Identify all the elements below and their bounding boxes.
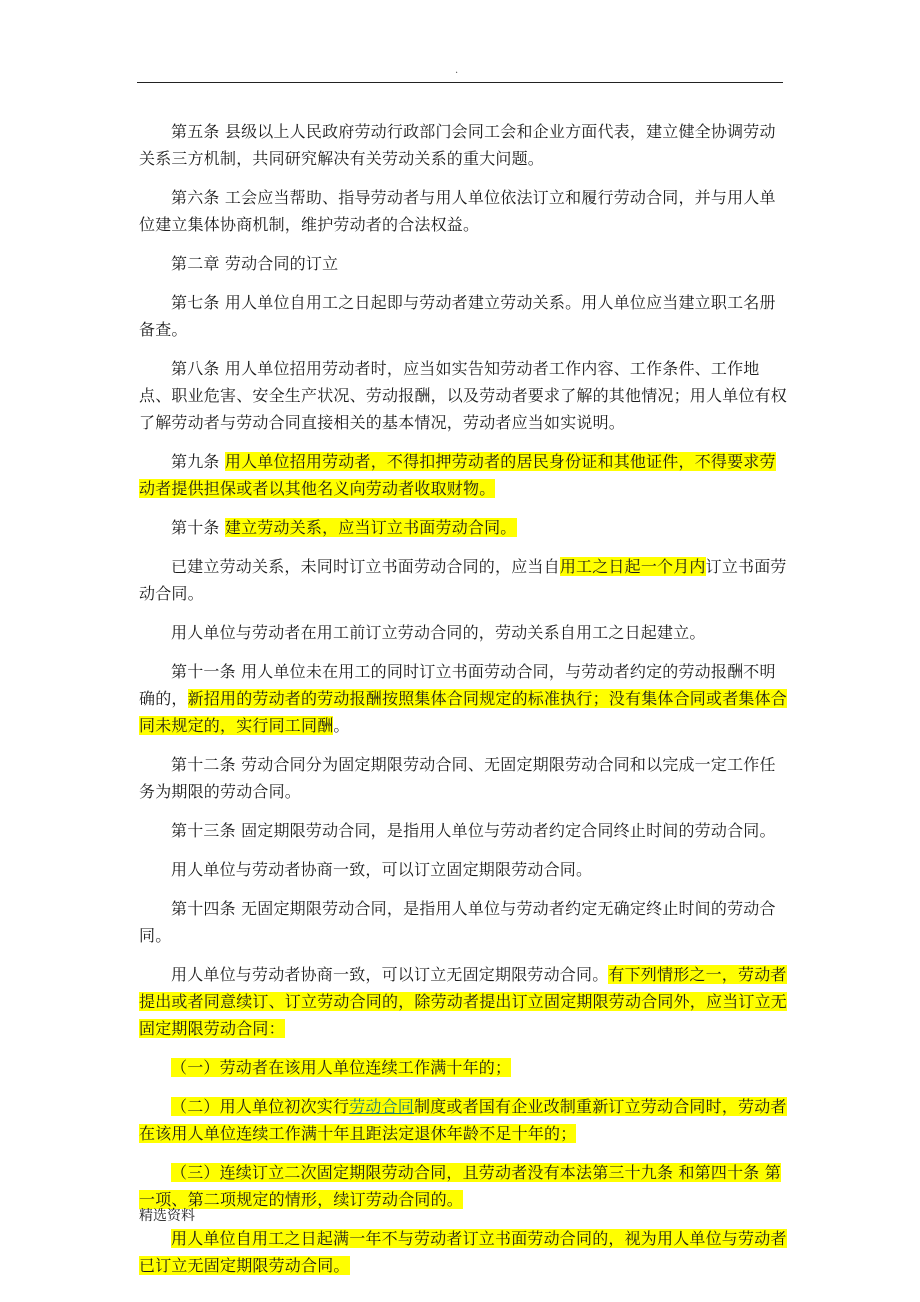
paragraph-text: 第二章 劳动合同的订立 [171,254,339,273]
paragraph [139,448,787,502]
paragraph [139,184,787,238]
highlighted-text: 建立劳动关系，应当订立书面劳动合同。 [224,518,517,537]
paragraph [139,1159,787,1213]
paragraph-text: 第八条 用人单位招用劳动者时，应当如实告知劳动者工作内容、工作条件、工作地点、职业危害、安全生产状况、劳动报酬，以及劳动者要求了解的其他情况；用人单位有权了解劳动者与劳动合同直接相关的基本情况，劳动者应当如实说明。 [139,359,788,432]
highlighted-text: （一）劳动者在该用人单位连续工作满十年的； [171,1058,512,1077]
paragraph [139,355,787,436]
highlighted-text: （二）用人单位初次实行 [171,1097,350,1116]
highlighted-text: 有下列情形之一，劳动者提出或者同意续订、订立劳动合同的，除劳动者提出订立固定期限劳动合同外，应当订立无固定期限劳动合同： [139,965,788,1038]
paragraph-text: 。 [333,716,350,735]
paragraph-text: 第十一条 用人单位未在用工的同时订立书面劳动合同，与劳动者约定的劳动报酬不明确的， [139,662,776,708]
paragraph [139,895,787,949]
paragraph-text: 已建立劳动关系，未同时订立书面劳动合同的，应当自 [171,557,560,576]
header-rule [137,82,783,83]
paragraph-text: 用人单位与劳动者协商一致，可以订立无固定期限劳动合同。 [171,965,609,984]
paragraph [139,619,787,646]
paragraph-text: 第七条 用人单位自用工之日起即与劳动者建立劳动关系。用人单位应当建立职工名册备查。 [139,293,776,339]
highlighted-text: 制度或者国有企业改制重新订立劳动合同时，劳动者在该用人单位连续工作满十年且距法定退休年龄不足十年的； [139,1097,787,1143]
footer-text: 精选资料 [139,1208,195,1224]
document-body [139,118,787,1291]
paragraph-text: 第五条 县级以上人民政府劳动行政部门会同工会和企业方面代表，建立健全协调劳动关系三方机制，共同研究解决有关劳动关系的重大问题。 [139,122,776,168]
paragraph-text: 第十三条 固定期限劳动合同，是指用人单位与劳动者约定合同终止时间的劳动合同。 [171,821,776,840]
highlighted-text: （三）连续订立二次固定期限劳动合同，且劳动者没有本法第三十九条 和第四十条 第一项、第二项规定的情形，续订劳动合同的。 [139,1163,781,1209]
paragraph-text: 第十四条 无固定期限劳动合同，是指用人单位与劳动者约定无确定终止时间的劳动合同。 [139,899,776,945]
paragraph-text: 用人单位与劳动者协商一致，可以订立固定期限劳动合同。 [171,860,593,879]
paragraph-text: 第六条 工会应当帮助、指导劳动者与用人单位依法订立和履行劳动合同，并与用人单位建立集体协商机制，维护劳动者的合法权益。 [139,188,776,234]
paragraph [139,1093,787,1147]
paragraph [139,289,787,343]
paragraph-text: 第九条 [171,452,225,471]
paragraph-text: 用人单位与劳动者在用工前订立劳动合同的，劳动关系自用工之日起建立。 [171,623,706,642]
highlighted-text: 新招用的劳动者的劳动报酬按照集体合同规定的标准执行；没有集体合同或者集体合同未规定的，实行同工同酬 [139,689,788,735]
paragraph [139,817,787,844]
paragraph [139,1225,787,1279]
paragraph [139,118,787,172]
contract-link[interactable]: 劳动合同 [349,1097,415,1116]
paragraph [139,553,787,607]
header-mark: . [455,65,459,76]
paragraph [139,751,787,805]
paragraph-text: 第十二条 劳动合同分为固定期限劳动合同、无固定期限劳动合同和以完成一定工作任务为期限的劳动合同。 [139,755,776,801]
paragraph [139,250,787,277]
paragraph-text: 第十条 [171,518,225,537]
paragraph [139,658,787,739]
paragraph [139,961,787,1042]
highlighted-text: 用工之日起一个月内 [559,557,706,576]
highlighted-text: 用人单位招用劳动者，不得扣押劳动者的居民身份证和其他证件，不得要求劳动者提供担保或者以其他名义向劳动者收取财物。 [139,452,776,498]
paragraph-text: 订立书面劳动合同。 [139,557,787,603]
paragraph [139,1054,787,1081]
paragraph [139,856,787,883]
paragraph [139,514,787,541]
highlighted-text: 用人单位自用工之日起满一年不与劳动者订立书面劳动合同的，视为用人单位与劳动者已订立无固定期限劳动合同。 [139,1229,787,1275]
